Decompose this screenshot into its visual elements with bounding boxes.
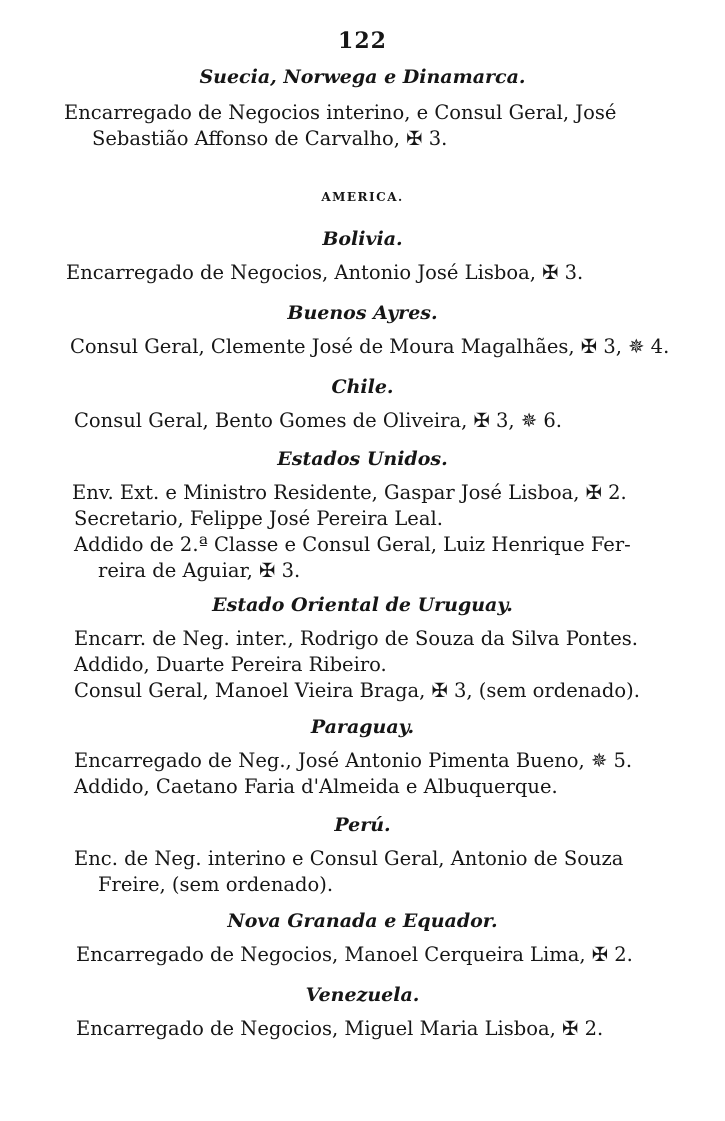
entry-line: Secretario, Felippe José Pereira Leal.	[74, 507, 443, 530]
entry-line: Encarr. de Neg. inter., Rodrigo de Souza da Silva Pontes.	[74, 627, 638, 650]
entry-line: Enc. de Neg. interino e Consul Geral, Antonio de Souza	[74, 847, 624, 870]
section-heading-peru: Perú.	[334, 814, 391, 836]
entry-line: Addido de 2.ª Classe e Consul Geral, Luiz Henrique Fer-	[74, 533, 631, 556]
entry-line: Addido, Caetano Faria d'Almeida e Albuquerque.	[74, 775, 558, 798]
section-heading-estados-unidos: Estados Unidos.	[277, 448, 448, 470]
entry-line: Encarregado de Negocios interino, e Consul Geral, José	[64, 101, 617, 124]
entry-line: reira de Aguiar, ✠ 3.	[98, 559, 301, 582]
entry-line: Encarregado de Negocios, Manoel Cerqueira Lima, ✠ 2.	[76, 943, 633, 966]
entry-line: Freire, (sem ordenado).	[98, 873, 334, 896]
page-number: 122	[338, 28, 387, 54]
section-heading-nova-granada: Nova Granada e Equador.	[227, 910, 498, 932]
entry-line: Consul Geral, Manoel Vieira Braga, ✠ 3, (sem ordenado).	[74, 679, 640, 702]
entry-line: Encarregado de Negocios, Miguel Maria Lisboa, ✠ 2.	[76, 1017, 604, 1040]
section-heading-uruguay: Estado Oriental de Uruguay.	[212, 594, 513, 616]
entry-line: Sebastião Affonso de Carvalho, ✠ 3.	[92, 127, 448, 150]
entry-line: Consul Geral, Bento Gomes de Oliveira, ✠ 3, ✵ 6.	[74, 409, 562, 432]
section-heading-bolivia: Bolivia.	[322, 228, 403, 250]
entry-line: Env. Ext. e Ministro Residente, Gaspar José Lisboa, ✠ 2.	[72, 481, 627, 504]
section-heading-buenos-ayres: Buenos Ayres.	[287, 302, 438, 324]
entry-line: Encarregado de Neg., José Antonio Pimenta Bueno, ✵ 5.	[74, 749, 633, 772]
entry-line: Addido, Duarte Pereira Ribeiro.	[74, 653, 387, 676]
section-heading-chile: Chile.	[331, 376, 394, 398]
entry-line: Consul Geral, Clemente José de Moura Magalhães, ✠ 3, ✵ 4.	[70, 335, 670, 358]
entry-line: Encarregado de Negocios, Antonio José Lisboa, ✠ 3.	[66, 261, 584, 284]
section-heading-venezuela: Venezuela.	[305, 984, 420, 1006]
section-heading-suecia: Suecia, Norwega e Dinamarca.	[199, 66, 526, 88]
section-heading-paraguay: Paraguay.	[310, 716, 415, 738]
region-heading-america: AMERICA.	[321, 190, 404, 204]
